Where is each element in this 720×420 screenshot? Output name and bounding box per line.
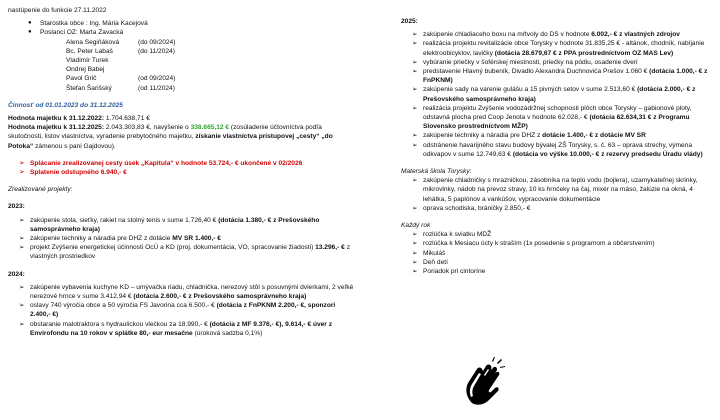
project-bold: (dotácia vo výške 10.000,- € z rezervy predsedu Úradu vlády) — [512, 150, 703, 158]
project-item: ➢ vybúranie priečky v šoférskej miestnosti, priečky na pódiu, osadenie dverí — [412, 58, 638, 66]
year-2024: 2024: — [8, 270, 25, 278]
mayor-item: ● Starostka obce : Ing. Mária Kacejová — [28, 20, 148, 28]
project-bold: (dotácia 2.600,- € z Prešovského samosprávneho kraja) — [133, 293, 307, 301]
project-text: zakúpenie vybavenia kuchyne KD – umývačka riadu, chladnička, nerezový stôl s posuvnými dvierkami, 2 veľké nerezové hrnce v sume 3.412,94 € — [30, 283, 354, 301]
red-item-text: Splácanie zrealizovanej cesty úsek „Kapitula“ v hodnote 53.724,- € ukončené v 02/2026 — [30, 159, 303, 167]
council-item: ● Poslanci OZ: Marta Zavacká — [28, 29, 124, 37]
project-text: zakúpenie stola, sieťky, rakiet na stolný tenis v sume 1.726,40 € — [30, 216, 217, 224]
member-name: Štefan Šarišský — [66, 84, 112, 92]
member-name: Pavol Grič — [66, 75, 97, 83]
red-item: ➢ Splatenie odstupného 6.940,- € — [19, 169, 127, 177]
projects-heading: Zrealizované projekty: — [8, 186, 73, 194]
project-bold: (dotácia 62.634,31 € z Programu Slovensko prostredníctvom MŽP) — [423, 114, 690, 131]
project-item: ➢ realizácia projektu revitalizácie obce Torysky v hodnote 31.835,25 € - altánok, chodník, nabíjanie elektroobicyklov, lavičky (dotácia 28.679,67 € z PPA prostredníctvom OZ MAS Lev) — [412, 40, 705, 57]
mayor-text: Starostka obce : Ing. Mária Kacejová — [40, 20, 148, 28]
year-2023: 2023: — [8, 203, 25, 211]
member-note: (od 11/2024) — [138, 84, 175, 92]
project-bold: (dotácia z MF 9.376,- €), 9.614,- € úver z Envirofondu na 10 rokov v splátke 80,- eur mesačne — [30, 320, 333, 337]
project-bold: (dotácia 1.000,- € z FnPKNM) — [423, 68, 708, 85]
project-bold: (dotácia 28.679,67 € z PPA prostredníctvom OZ MAS Lev) — [494, 49, 674, 57]
council-label: Poslanci OZ: Marta Zavacká — [40, 29, 124, 37]
project-item: ➢ oslavy 740 výročia obce a 50 výročia FS Javorina cca 6.500,- € (dotácia z FnPKNM 2.200,- €, sponzori 2.400,- €) — [19, 302, 336, 319]
project-bold: 13.296,- € — [315, 244, 345, 252]
project-tail: z vlastných prostriedkov — [30, 244, 350, 261]
project-item: ➢ zakúpenie techniky a náradia pre DHZ z dotácie MV SR 1.400,- € — [19, 235, 221, 243]
activity-heading: Činnosť od 01.01.2023 do 31.12.2025 — [8, 101, 123, 109]
project-bold: (dotácia z FnPKNM 2.200,- €, sponzori 2.400,- €) — [30, 302, 336, 319]
yearly-text: rozlúčka k sviatku MDŽ — [423, 231, 492, 239]
assets-2025-label: Hodnota majetku k 31.12.2025: — [8, 124, 105, 132]
member-note: (do 09/2024) — [138, 38, 176, 46]
member-name: Ondrej Babej — [66, 66, 105, 74]
project-text: projekt Zvýšenie energetickej účinnosti OcÚ a KD (proj. dokumentácia, VO, spracovanie žiadosti) — [30, 244, 314, 252]
project-text: realizácia projektu Zvýšenie vodozádržnej schopnosti plôch obce Torysky – gabionové ploty, odstavná plocha pred Coop Jenota v hodnote 62.028,- € — [423, 104, 692, 122]
school-heading: Materská škola Torysky: — [401, 168, 472, 176]
assets-note-bold: získanie vlastníctva prístupovej „cesty“ „do Potoka“ — [8, 133, 333, 150]
project-text: odstránenie havarijného stavu budovy bývalej ZŠ Torysky, s. č. 63 – oprava strechy, výmena odkvapov v sume 12.749,63 € — [423, 141, 693, 158]
member-row — [8, 56, 354, 65]
assets-2022-value: 1.704.638,71 € — [105, 115, 150, 123]
project-text: zakúpenie sady na varenie gulášu a 15 pivných setov v sume 2.513,60 € — [423, 86, 636, 94]
member-row — [8, 65, 354, 74]
project-item: ➢ obstaranie malotraktora s hydraulickou vlečkou za 18.990,- € (dotácia z MF 9.376,- €), 9.614,- € úver z Envirofondu na 10 rokov v splátke 80,- eur mesačne (úroková sadzba 0,1%) — [19, 320, 333, 337]
project-text: oslavy 740 výročia obce a 50 výročia FS Javorina cca 6.500,- € — [30, 302, 215, 310]
project-bold: (dotácia 1.380,- € z Prešovského samosprávneho kraja) — [30, 216, 320, 233]
member-note: (do 11/2024) — [138, 47, 175, 55]
school-text: oprava schodiska, bráničky 2.850,- € — [423, 204, 531, 212]
member-name: Vladimír Turek — [66, 57, 109, 65]
project-text: obstaranie malotraktora s hydraulickou vlečkou za 18.990,- € — [30, 320, 208, 328]
yearly-text: Mikuláš — [423, 249, 446, 257]
appointed-date: nastúpenie do funkcie 27.11.2022 — [8, 7, 107, 14]
yearly-text: rozlúčka k Mesiacu úcty k straším (1x posedenie s programom a občerstvením) — [423, 240, 655, 248]
project-text: zakúpenie chladiaceho boxu na mŕtvoly do DS v hodnote — [423, 31, 590, 39]
project-item: ➢ zakúpenie techniky a náradia pre DHZ z dotácie 1.400,- € z dotácie MV SR — [412, 132, 646, 140]
project-bold: MV SR 1.400,- € — [172, 235, 221, 243]
yearly-item: ➢ Mikuláš — [412, 249, 446, 257]
member-name: Alena Segiňáková — [66, 38, 120, 46]
assets-2022 — [8, 114, 354, 123]
yearly-heading: Každý rok — [401, 222, 431, 230]
year-2025: 2025: — [401, 18, 418, 25]
council-members — [8, 38, 354, 93]
project-text: vybúranie priečky v šoférskej miestnosti, priečky na pódiu, osadenie dverí — [423, 58, 638, 66]
assets-increase: 338.665,12 € — [190, 124, 230, 132]
member-row — [8, 47, 354, 56]
school-item: ➢ zakúpenie chladničky s mrazničkou, zásobníka na teplú vodu (bojlera), uzamykateľnej skrinky, mikrovlnky, nádob na prevoz stravy, 10 ks hrnčeky na čaj, mixér na máso, žalúzie na okná, 4 lehátka, 5 paplónov a vankúšov, vypracovanie dokumentácie — [412, 177, 698, 203]
project-item: ➢ realizácia projektu Zvýšenie vodozádržnej schopnosti plôch obce Torysky – gabionové ploty, odstavná plocha pred Coop Jenota v hodnote 62.028,- € (dotácia 62.634,31 € z Programu Slovensko prostredníctvom MŽP) — [412, 104, 692, 131]
member-note: (od 09/2024) — [138, 75, 176, 83]
yearly-item: ➢ Poriadok pri cintoríne — [412, 268, 486, 276]
left-column — [8, 0, 354, 338]
yearly-text: Deň detí — [423, 258, 448, 266]
project-item: ➢ zakúpenie vybavenia kuchyne KD – umývačka riadu, chladnička, nerezový stôl s posuvnými dvierkami, 2 veľké nerezové hrnce v sume 3.412,94 € (dotácia 2.600,- € z Prešovského samosprávneho kraja) — [19, 283, 354, 301]
member-row — [8, 74, 354, 83]
project-text: predstavenie Hlavný bubeník, Divadlo Alexandra Duchnovića Prešov 1.060 € — [423, 68, 648, 76]
red-item: ➢ Splácanie zrealizovanej cesty úsek „Kapitula“ v hodnote 53.724,- € ukončené v 02/2026 — [19, 159, 303, 167]
red-item-text: Splatenie odstupného 6.940,- € — [30, 169, 127, 177]
project-item: ➢ zakúpenie chladiaceho boxu na mŕtvoly do DS v hodnote 6.002,- € z vlastných zdrojov — [412, 31, 680, 39]
project-tail: (úroková sadzba 0,1%) — [194, 329, 263, 337]
yearly-text: Poriadok pri cintoríne — [423, 268, 486, 276]
right-column — [401, 0, 713, 276]
yearly-item: ➢ rozlúčka k Mesiacu úcty k straším (1x posedenie s programom a občerstvením) — [412, 240, 655, 248]
assets-2022-label: Hodnota majetku k 31.12.2022: — [8, 115, 105, 123]
assets-2025 — [8, 123, 354, 151]
project-item: ➢ odstránenie havarijného stavu budovy bývalej ZŠ Torysky, s. č. 63 – oprava strechy, výmena odkvapov v sume 12.749,63 € (dotácia vo výške 10.000,- € z rezervy predsedu Úradu vlády) — [412, 141, 703, 158]
project-bold: dotácie 1.400,- € z dotácie MV SR — [542, 132, 646, 140]
yearly-item: ➢ Deň detí — [412, 258, 448, 266]
project-item: ➢ zakúpenie sady na varenie gulášu a 15 pivných setov v sume 2.513,60 € (dotácia 2.000,- € z Prešovského samosprávneho kraja) — [412, 86, 696, 103]
clapping-hands-icon — [462, 357, 508, 407]
project-bold: (dotácia 2.000,- € z Prešovského samosprávneho kraja) — [423, 86, 696, 103]
project-text: zakúpenie techniky a náradia pre DHZ z dotácie — [30, 235, 171, 243]
project-text: realizácia projektu revitalizácie obce Torysky v hodnote 31.835,25 € - altánok, chodník, nabíjanie elektroobicyklov, lavičky — [423, 40, 705, 57]
assets-note-end: zámenou s pani Gajdovou). — [35, 142, 116, 150]
school-text: zakúpenie chladničky s mrazničkou, zásobníka na teplú vodu (bojlera), uzamykateľnej skrinky, mikrovlnky, nádob na prevoz stravy, 10 ks hrnčeky na čaj, mixér na máso, žalúzie na okná, 4 lehátka, 5 paplónov a vankúšov, vypracovanie dokumentácie — [423, 177, 698, 203]
project-item: ➢ zakúpenie stola, sieťky, rakiet na stolný tenis v sume 1.726,40 € (dotácia 1.380,- € z Prešovského samosprávneho kraja) — [19, 216, 320, 233]
project-text: zakúpenie techniky a náradia pre DHZ z — [423, 132, 541, 140]
school-item: ➢ oprava schodiska, bráničky 2.850,- € — [412, 204, 531, 212]
member-row — [8, 84, 354, 93]
member-name: Bc. Peter Labaš — [66, 47, 113, 55]
yearly-item: ➢ rozlúčka k sviatku MDŽ — [412, 231, 492, 239]
project-item: ➢ projekt Zvýšenie energetickej účinnosti OcÚ a KD (proj. dokumentácia, VO, spracovanie žiadosti) 13.296,- € z vlastných prostriedkov — [19, 244, 350, 261]
assets-2025-value: 2.043.303,83 €, navýšenie o — [105, 124, 189, 132]
project-bold: 6.002,- € z vlastných zdrojov — [591, 31, 680, 39]
project-item: ➢ predstavenie Hlavný bubeník, Divadlo Alexandra Duchnovića Prešov 1.060 € (dotácia 1.000,- € z FnPKNM) — [412, 68, 708, 85]
member-row — [8, 38, 354, 47]
assets-note: (zosúladenie účtovníctva podľa skutočnosti, listov vlastníctva, vyradenie prebytočného majetku, — [8, 124, 322, 141]
